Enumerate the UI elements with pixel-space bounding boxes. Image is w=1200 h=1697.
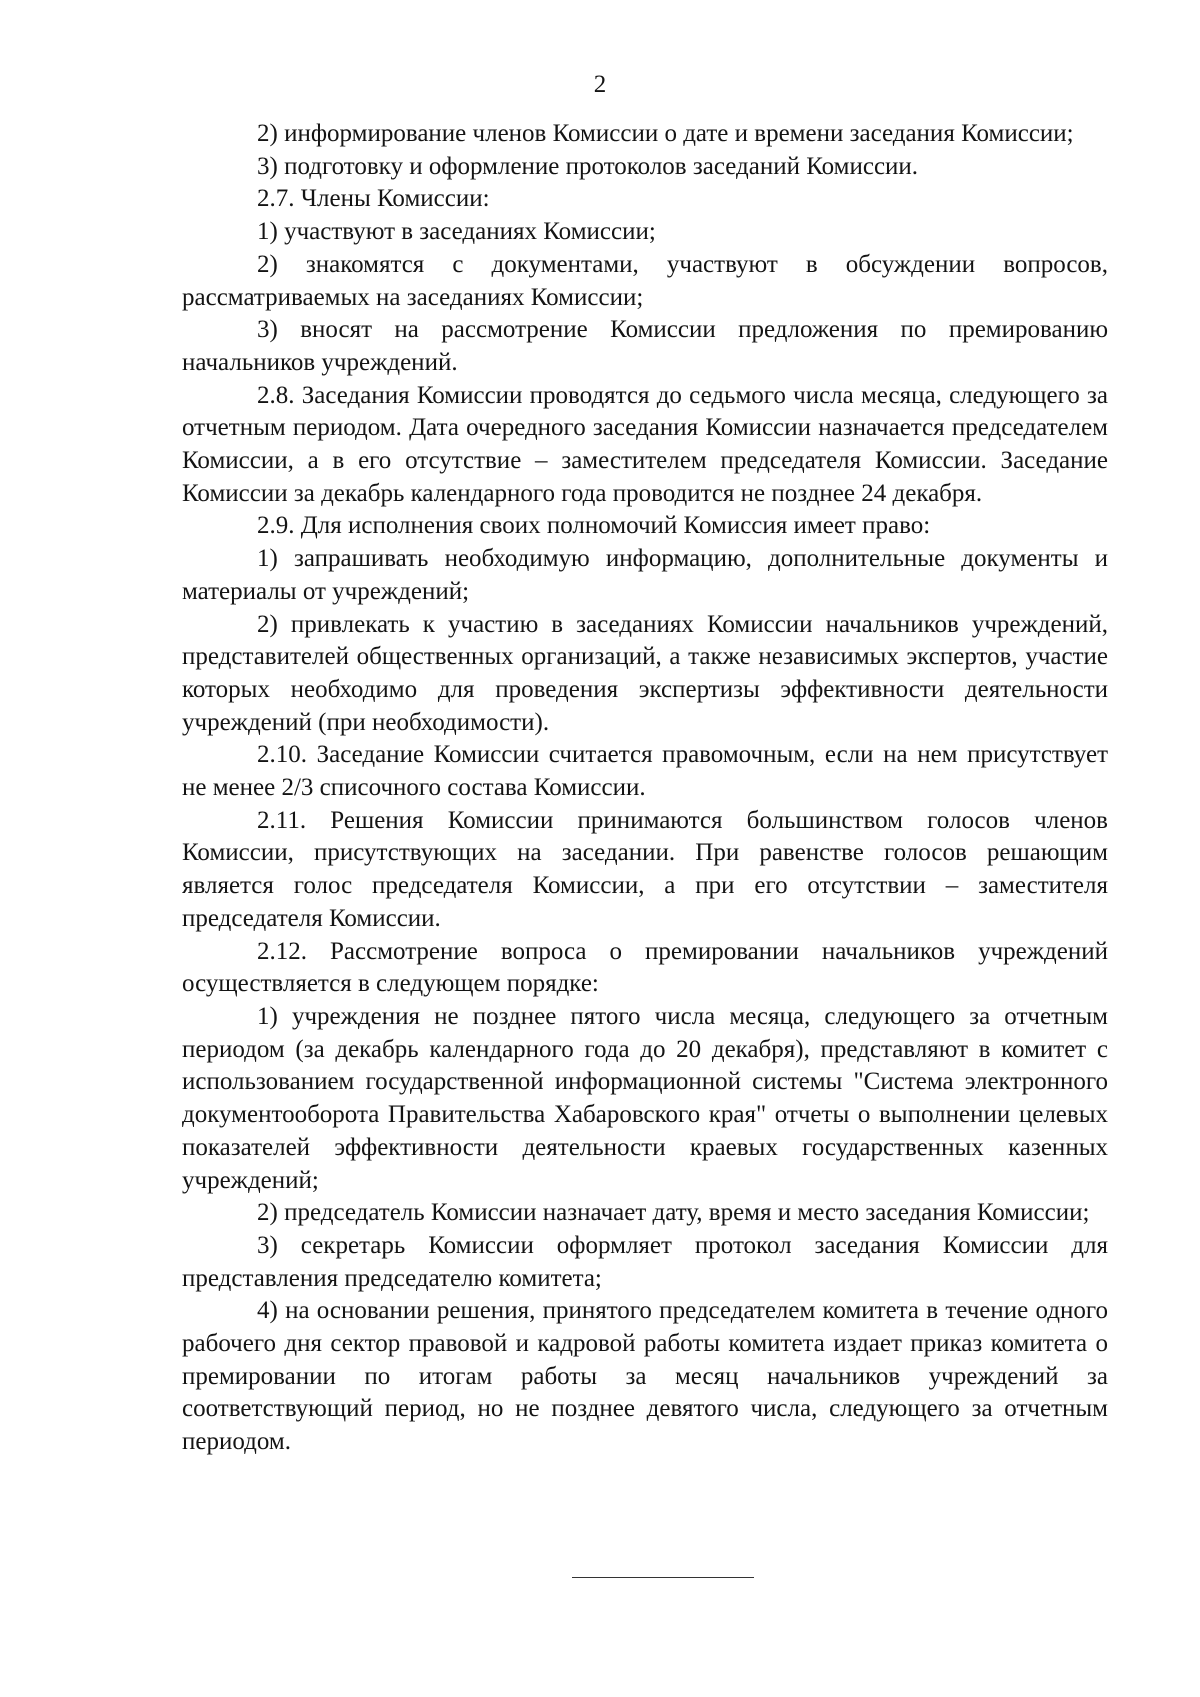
paragraph-2-7-item-2: 2) знакомятся с документами, участвуют в обсуждении вопросов, рассматриваемых на заседаниях Комиссии; xyxy=(182,250,1108,311)
paragraph-item-2-informing: 2) информирование членов Комиссии о дате и времени заседания Комиссии; xyxy=(257,120,1074,147)
paragraph-2-12-item-2: 2) председатель Комиссии назначает дату, время и место заседания Комиссии; xyxy=(257,1199,1090,1227)
end-of-text-divider xyxy=(572,1577,754,1578)
paragraph-2-9-item-1: 1) запрашивать необходимую информацию, дополнительные документы и материалы от учреждений; xyxy=(182,545,1108,605)
paragraph-2-12-item-1: 1) учреждения не позднее пятого числа месяца, следующего за отчетным периодом (за декабрь календарного года до 20 декабря), представляют в комитет с использованием государственной информационной системы "Система электронного документооборота Правительства Хабаровского края" отчеты о выполнении целевых показателей эффективности деятельности краевых государственных казенных учреждений; xyxy=(182,1002,1108,1194)
paragraph-2-7-item-3: 3) вносят на рассмотрение Комиссии предложения по премированию начальников учреждений. xyxy=(182,316,1108,376)
paragraph-2-9-item-2: 2) привлекать к участию в заседаниях Комиссии начальников учреждений, представителей общественных организаций, а также независимых экспертов, участие которых необходимо для проведения экспертизы эффективности деятельности учреждений (при необходимости). xyxy=(182,610,1108,736)
paragraph-2-12-item-3: 3) секретарь Комиссии оформляет протокол заседания Комиссии для представления председателю комитета; xyxy=(182,1231,1108,1292)
page-number: 2 xyxy=(593,71,607,98)
paragraph-2-11: 2.11. Решения Комиссии принимаются большинством голосов членов Комиссии, присутствующих на заседании. При равенстве голосов решающим является голос председателя Комиссии, а при его отсутствии – заместителя председателя Комиссии. xyxy=(182,806,1108,932)
paragraph-2-10: 2.10. Заседание Комиссии считается правомочным, если на нем присутствует не менее 2/3 списочного состава Комиссии. xyxy=(182,741,1108,802)
paragraph-2-8: 2.8. Заседания Комиссии проводятся до седьмого числа месяца, следующего за отчетным периодом. Дата очередного заседания Комиссии назначается председателем Комиссии, а в его отсутствие – заместителем председателя Комиссии. Заседание Комиссии за декабрь календарного года проводится не позднее 24 декабря. xyxy=(182,381,1108,507)
document-body xyxy=(182,118,1108,1459)
paragraph-2-7-item-1: 1) участвуют в заседаниях Комиссии; xyxy=(257,218,656,246)
paragraph-2-7-heading: 2.7. Члены Комиссии: xyxy=(257,185,490,213)
paragraph-2-12-item-4: 4) на основании решения, принятого председателем комитета в течение одного рабочего дня сектор правовой и кадровой работы комитета издает приказ комитета о премировании по итогам работы за месяц начальников учреждений за соответствующий период, но не позднее девятого числа, следующего за отчетным периодом. xyxy=(182,1297,1108,1456)
paragraph-item-3-protocols: 3) подготовку и оформление протоколов заседаний Комиссии. xyxy=(257,152,919,180)
paragraph-2-12-heading: 2.12. Рассмотрение вопроса о премировании начальников учреждений осуществляется в следующем порядке: xyxy=(182,937,1108,998)
paragraph-2-9-heading: 2.9. Для исполнения своих полномочий Комиссия имеет право: xyxy=(257,512,931,540)
